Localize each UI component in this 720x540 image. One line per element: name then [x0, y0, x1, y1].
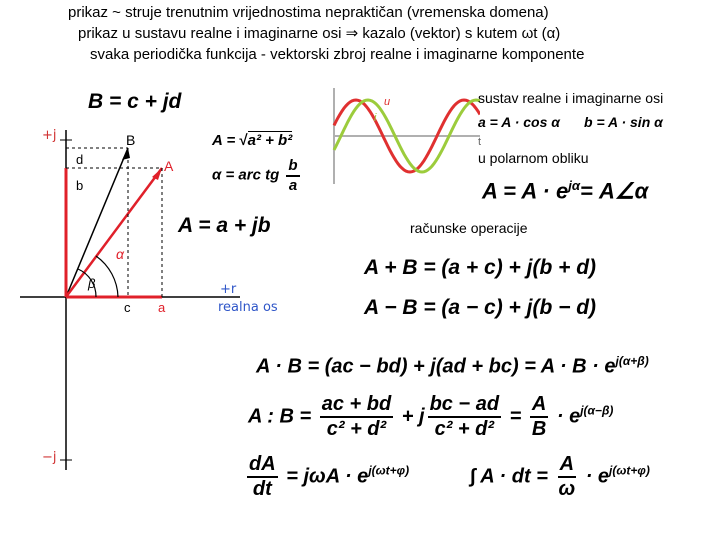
label-A: A	[164, 158, 174, 174]
sine-label-i: i	[374, 112, 377, 124]
label-c: c	[124, 300, 131, 315]
op-mul: $A \cdot B = (ac - bd) + j(ad + bc) = A \cdot B \cdot e^{j(\alpha+\beta)}$	[256, 354, 649, 378]
title-axes: sustav realne i imaginarne osi	[478, 90, 664, 106]
header-line-3: svaka periodička funkcija - vektorski zbroj realne i imaginarne komponente	[90, 46, 585, 63]
op-add: A + B = (a + c) + j(b + d)	[364, 256, 597, 279]
eq-a: a = A · cos α	[478, 114, 560, 130]
component-eq: A = a + jb	[178, 214, 271, 237]
title-polar: u polarnom obliku	[478, 150, 589, 166]
label-alpha: α	[116, 246, 124, 262]
op-div: A : B = $\frac{ac + bd}{\text{c² + d²}}$ + j $\frac{bc - ad}{\text{c² + d²}}$ = $\frac{A}{B}$ · $e^{j(\alpha-\beta)}$	[248, 393, 614, 440]
op-deriv: $\frac{dA}{dt}$ = $j\omega A \cdot e^{j(\omega t+\varphi)}$	[249, 453, 410, 500]
axis-plus-j-label: +j	[42, 128, 57, 143]
modulus-eq: A = √a² + b²	[212, 132, 293, 149]
header-line-1: prikaz ~ struje trenutnim vrijednostima nepraktičan (vremenska domena)	[68, 4, 549, 21]
complex-eq-B: B = c + jd	[88, 90, 182, 113]
label-a: a	[158, 300, 166, 315]
label-beta: β	[88, 276, 96, 291]
axis-minus-j-label: −j	[42, 450, 57, 465]
label-d: d	[76, 152, 84, 167]
sine-plot	[330, 86, 480, 186]
axis-plus-r-label: +r	[220, 282, 237, 297]
eq-b: b = A · sin α	[584, 114, 663, 130]
label-B: B	[126, 132, 136, 148]
title-ops: računske operacije	[410, 220, 528, 236]
sine-label-u: u	[384, 96, 391, 108]
sine-label-t: t	[478, 136, 482, 148]
header-line-2: prikaz u sustavu realne i imaginarne osi ⇒ kazalo (vektor) s kutem ωt (α)	[78, 25, 561, 42]
op-integ: ∫ A · dt = $\frac{A}{\omega}$ · $e^{j(\omega t+\varphi)}$	[470, 453, 650, 500]
angle-eq: α = arc tg $\frac{b}{a}$	[212, 157, 298, 194]
label-b: b	[76, 178, 84, 193]
op-sub: A − B = (a − c) + j(b − d)	[364, 296, 597, 319]
alpha-arc	[96, 256, 118, 297]
vector-B	[66, 148, 128, 297]
polar-eq: $A = A \cdot e^{j\alpha}=$ A∠α	[482, 178, 649, 204]
real-axis-label: realna os	[218, 300, 278, 315]
